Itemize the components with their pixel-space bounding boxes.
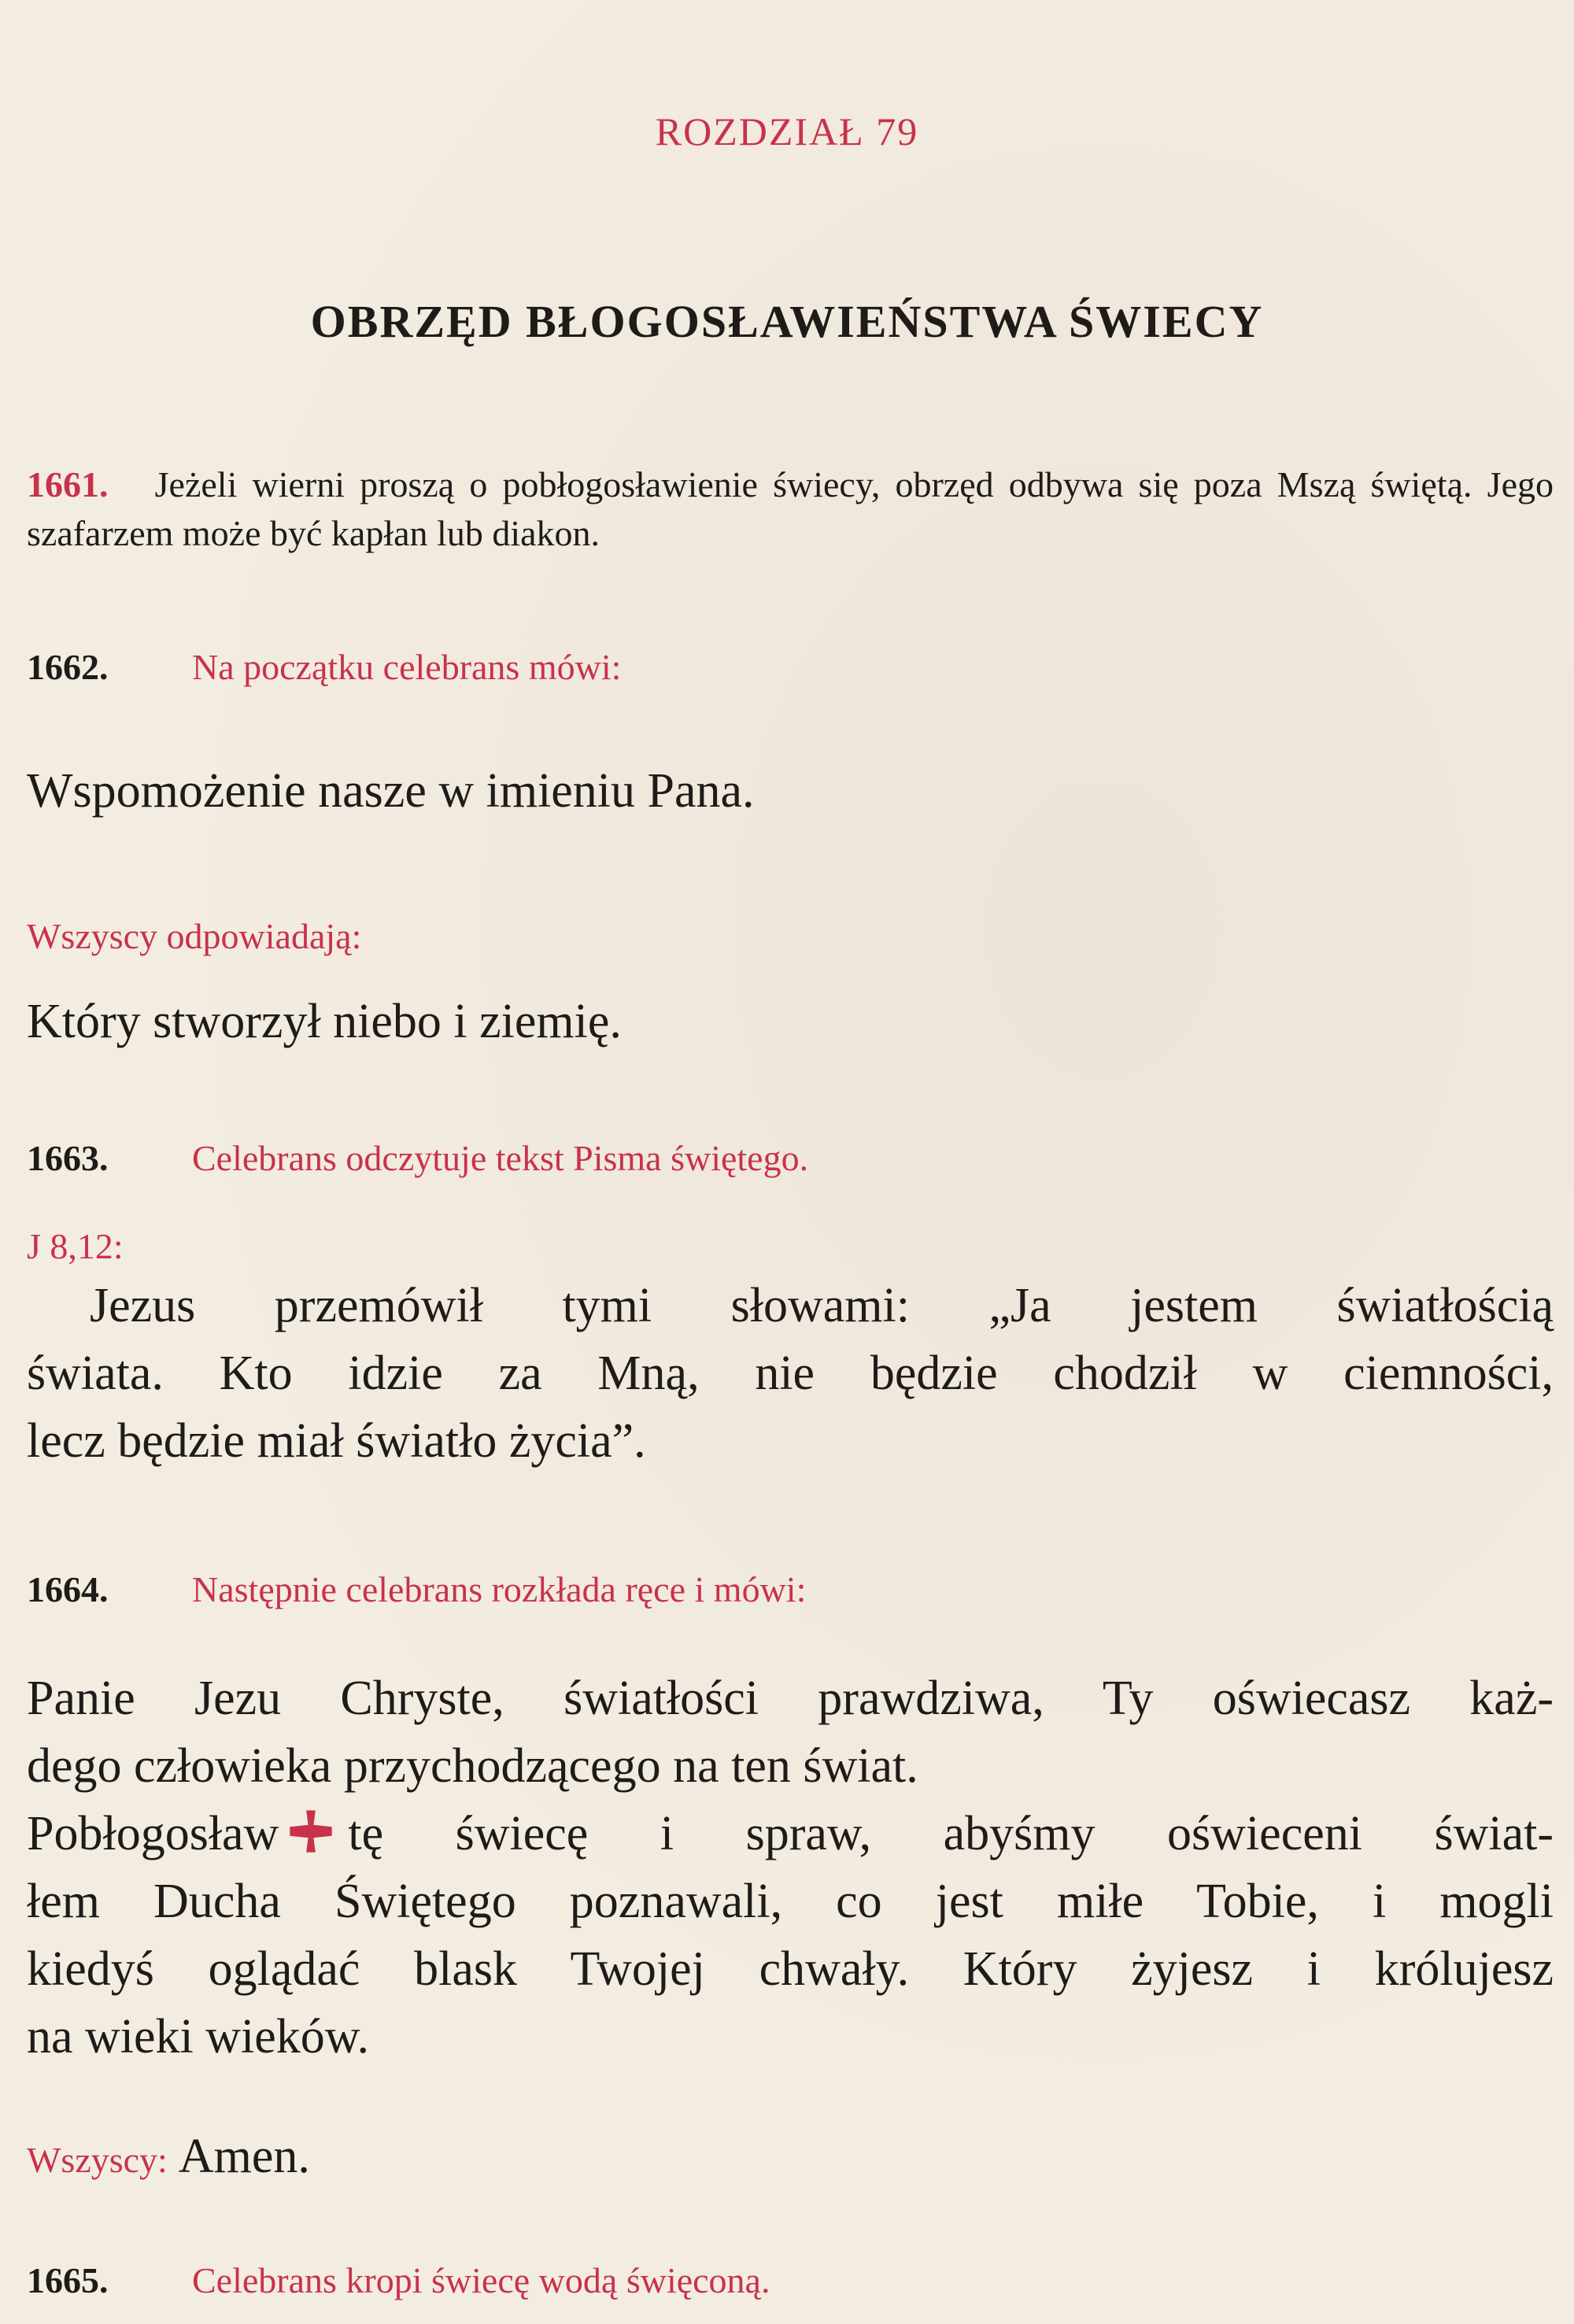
section-1664-header <box>27 1566 806 1613</box>
prayer-line: kiedyś oglądać blask Twojej chwały. Który żyjesz i królujesz <box>27 1942 1554 1996</box>
prayer-line-start: Pobłogosław <box>27 1807 279 1860</box>
prayer-line-with-cross <box>27 1800 1554 1868</box>
amen-line <box>27 2123 310 2190</box>
section-text: Jeżeli wierni proszą o pobłogosławienie świecy, obrzęd odbywa się poza Mszą świętą. Jego szafarzem może być kapłan lub diakon. <box>27 464 1554 553</box>
scripture-reading <box>27 1272 1554 1475</box>
section-1663-header <box>27 1135 808 1182</box>
prayer <box>27 1664 1554 2071</box>
section-1662-header <box>27 644 621 691</box>
section-number: 1662. <box>27 647 109 687</box>
section-number: 1663. <box>27 1138 109 1178</box>
prayer-line: na wieki wieków. <box>27 2010 370 2064</box>
rubric: Następnie celebrans rozkłada ręce i mówi: <box>192 1569 807 1609</box>
rubric: Celebrans kropi świecę wodą święconą. <box>192 2260 770 2300</box>
rubric: Na początku celebrans mówi: <box>192 647 622 687</box>
chapter-heading: ROZDZIAŁ 79 <box>655 109 919 153</box>
response: Który stworzył niebo i ziemię. <box>27 995 622 1048</box>
prayer-line: Panie Jezu Chryste, światłości prawdziwa, Ty oświecasz każ- <box>27 1672 1554 1725</box>
reading-line: Jezus przemówił tymi słowami: „Ja jestem światłością <box>90 1279 1554 1332</box>
prayer-line: dego człowieka przychodzącego na ten świat. <box>27 1739 918 1793</box>
all-rubric: Wszyscy: <box>27 2140 168 2180</box>
prayer-line-end: tę świecę i spraw, abyśmy oświeceni świat- <box>348 1807 1554 1860</box>
cross-pattee-icon <box>288 1805 334 1850</box>
response-rubric: Wszyscy odpowiadają: <box>27 916 362 956</box>
versicle: Wspomożenie nasze w imieniu Pana. <box>27 764 755 818</box>
prayer-line: łem Ducha Świętego poznawali, co jest miłe Tobie, i mogli <box>27 1875 1554 1928</box>
amen-response: Amen. <box>178 2130 310 2183</box>
scripture-reference: J 8,12: <box>27 1226 124 1266</box>
reading-line: świata. Kto idzie za Mną, nie będzie chodził w ciemności, <box>27 1347 1554 1400</box>
page-title: OBRZĘD BŁOGOSŁAWIEŃSTWA ŚWIECY <box>310 296 1264 347</box>
section-number: 1664. <box>27 1569 109 1609</box>
section-1665-header <box>27 2257 770 2304</box>
section-number: 1661. <box>27 464 109 504</box>
section-1661 <box>27 460 1554 558</box>
rubric: Celebrans odczytuje tekst Pisma świętego. <box>192 1138 809 1178</box>
reading-line: lecz będzie miał światło życia”. <box>27 1414 646 1468</box>
section-number: 1665. <box>27 2260 109 2300</box>
